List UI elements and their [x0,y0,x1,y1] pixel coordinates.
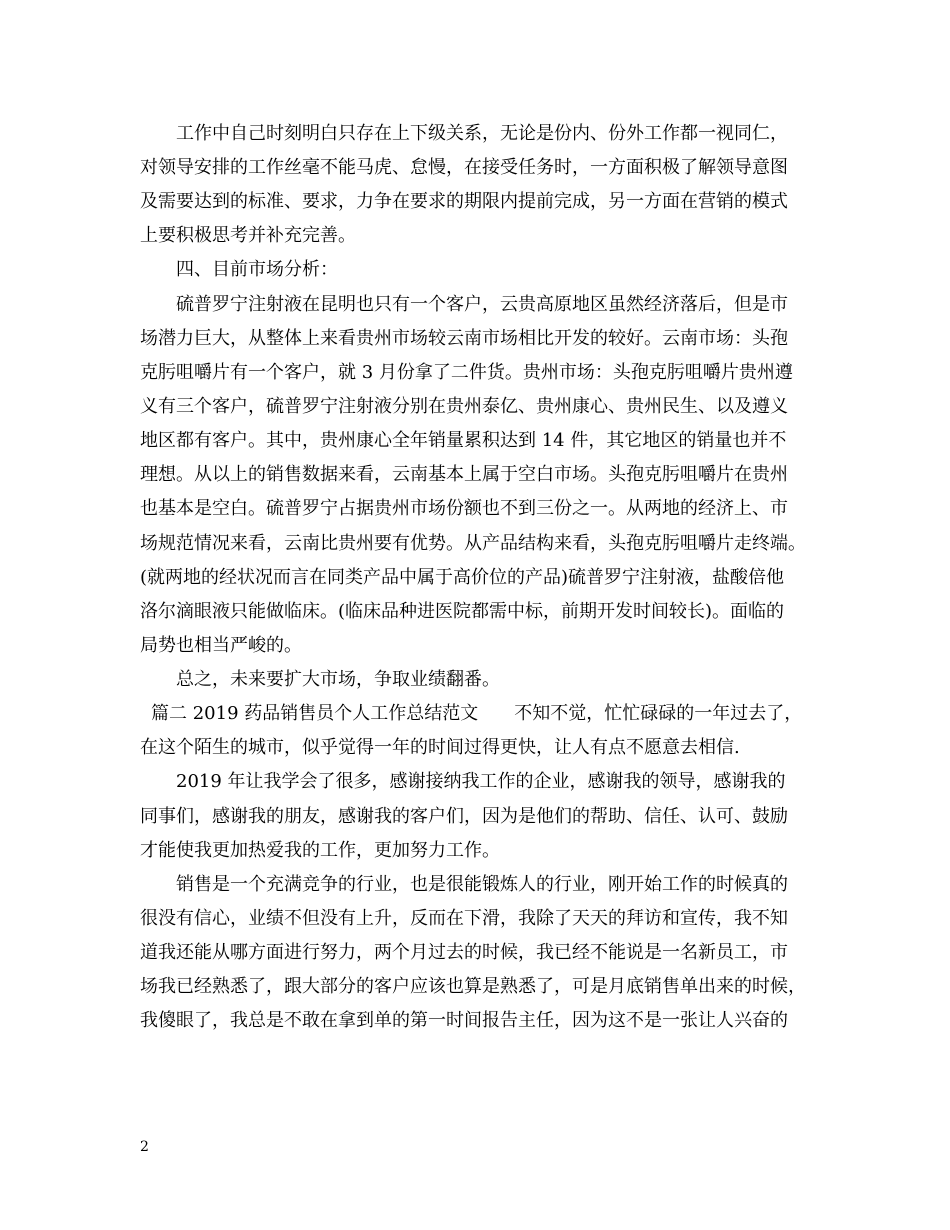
text-line: 局势也相当严峻的。 [140,635,302,656]
text-line: 才能使我更加热爱我的工作，更加努力工作。 [140,840,500,861]
text-line: 义有三个客户，硫普罗宁注射液分别在贵州泰亿、贵州康心、贵州民生、以及遵义 [140,396,788,417]
text-line: 对领导安排的工作丝毫不能马虎、怠慢，在接受任务时，一方面积极了解领导意图 [140,157,788,178]
text-line: 很没有信心，业绩不但没有上升，反而在下滑，我除了天天的拜访和宣传，我不知 [140,908,788,929]
text-line: 2019 年让我学会了很多，感谢接纳我工作的企业，感谢我的领导，感谢我的 [176,771,786,792]
text-line: 上要积极思考并补充完善。 [140,225,356,246]
section-heading: 四、目前市场分析： [176,259,338,280]
text-line: 及需要达到的标准、要求，力争在要求的期限内提前完成，另一方面在营销的模式 [140,191,788,212]
text-line: 场我已经熟悉了，跟大部分的客户应该也算是熟悉了，可是月底销售单出来的时候， [140,976,806,997]
text-line: (就两地的经状况而言在同类产品中属于高价位的产品)硫普罗宁注射液，盐酸倍他 [140,567,785,588]
article-heading: 篇二 2019 药品销售员个人工作总结范文 不知不觉，忙忙碌碌的一年过去了， [151,703,803,724]
text-line: 在这个陌生的城市，似乎觉得一年的时间过得更快，让人有点不愿意去相信. [140,737,740,758]
page-number: 2 [140,1139,149,1155]
text-line: 场潜力巨大，从整体上来看贵州市场较云南市场相比开发的较好。云南市场：头孢 [140,328,788,349]
text-line: 洛尔滴眼液只能做临床。(临床品种进医院都需中标，前期开发时间较长)。面临的 [140,601,785,622]
text-line: 工作中自己时刻明白只存在上下级关系，无论是份内、份外工作都一视同仁， [176,123,788,144]
text-line: 也基本是空白。硫普罗宁占据贵州市场份额也不到三份之一。从两地的经济上、市 [140,498,788,519]
text-line: 销售是一个充满竞争的行业，也是很能锻炼人的行业，刚开始工作的时候真的 [176,874,788,895]
text-line: 总之，未来要扩大市场，争取业绩翻番。 [176,669,500,690]
text-line: 理想。从以上的销售数据来看，云南基本上属于空白市场。头孢克肟咀嚼片在贵州 [140,464,788,485]
text-line: 地区都有客户。其中，贵州康心全年销量累积达到 14 件，其它地区的销量也并不 [140,430,787,451]
text-line: 硫普罗宁注射液在昆明也只有一个客户，云贵高原地区虽然经济落后，但是市 [176,294,788,315]
text-line: 同事们，感谢我的朋友，感谢我的客户们，因为是他们的帮助、信任、认可、鼓励 [140,806,788,827]
text-line: 我傻眼了，我总是不敢在拿到单的第一时间报告主任，因为这不是一张让人兴奋的 [140,1010,788,1031]
text-line: 道我还能从哪方面进行努力，两个月过去的时候，我已经不能说是一名新员工，市 [140,942,788,963]
text-line: 克肟咀嚼片有一个客户，就 3 月份拿了二件货。贵州市场：头孢克肟咀嚼片贵州遵 [140,362,793,383]
text-line: 场规范情况来看，云南比贵州要有优势。从产品结构来看，头孢克肟咀嚼片走终端。 [140,533,806,554]
